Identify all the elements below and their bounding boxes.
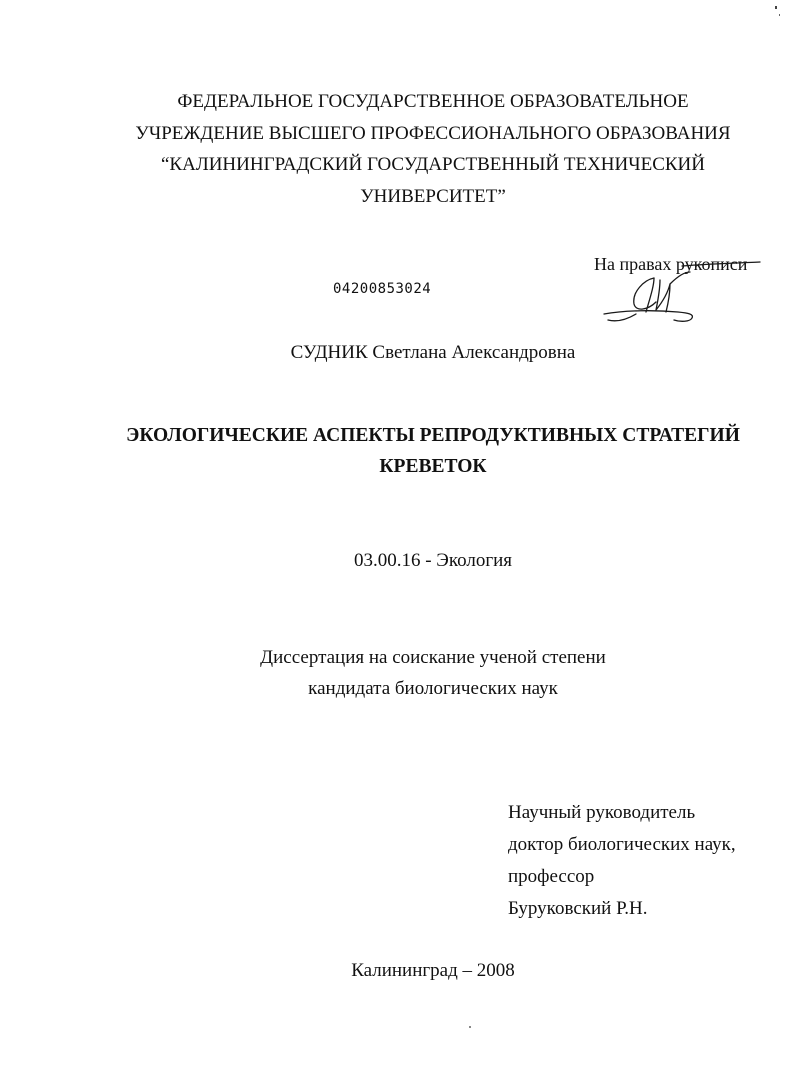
manuscript-note: На правах рукописи bbox=[594, 254, 748, 274]
institution-line-3: “КАЛИНИНГРАДСКИЙ ГОСУДАРСТВЕННЫЙ ТЕХНИЧЕСКИЙ bbox=[161, 154, 705, 175]
institution-line-1: ФЕДЕРАЛЬНОЕ ГОСУДАРСТВЕННОЕ ОБРАЗОВАТЕЛЬНОЕ bbox=[177, 91, 689, 112]
scan-speck bbox=[775, 6, 777, 9]
author-name: СУДНИК Светлана Александровна bbox=[290, 342, 576, 363]
catalog-number: 04200853024 bbox=[333, 281, 432, 297]
place-year: Калининград – 2008 bbox=[351, 960, 515, 981]
institution-line-2: УЧРЕЖДЕНИЕ ВЫСШЕГО ПРОФЕССИОНАЛЬНОГО ОБРАЗОВАНИЯ bbox=[135, 123, 731, 144]
scan-speck bbox=[779, 14, 780, 16]
degree-line-2: кандидата биологических наук bbox=[308, 678, 558, 699]
supervisor-name: Буруковский Р.Н. bbox=[508, 898, 648, 919]
supervisor-role: Научный руководитель bbox=[508, 802, 696, 823]
scan-speck bbox=[469, 1026, 471, 1028]
supervisor-degree: доктор биологических наук, bbox=[508, 834, 736, 855]
signature-image bbox=[596, 250, 766, 330]
degree-line-1: Диссертация на соискание ученой степени bbox=[260, 647, 606, 668]
title-line-2: КРЕВЕТОК bbox=[379, 456, 487, 477]
specialty: 03.00.16 - Экология bbox=[353, 550, 513, 571]
title-line-1: ЭКОЛОГИЧЕСКИЕ АСПЕКТЫ РЕПРОДУКТИВНЫХ СТРАТЕГИЙ bbox=[126, 425, 740, 446]
supervisor-rank: профессор bbox=[508, 866, 595, 887]
institution-line-4: УНИВЕРСИТЕТ” bbox=[360, 186, 506, 207]
